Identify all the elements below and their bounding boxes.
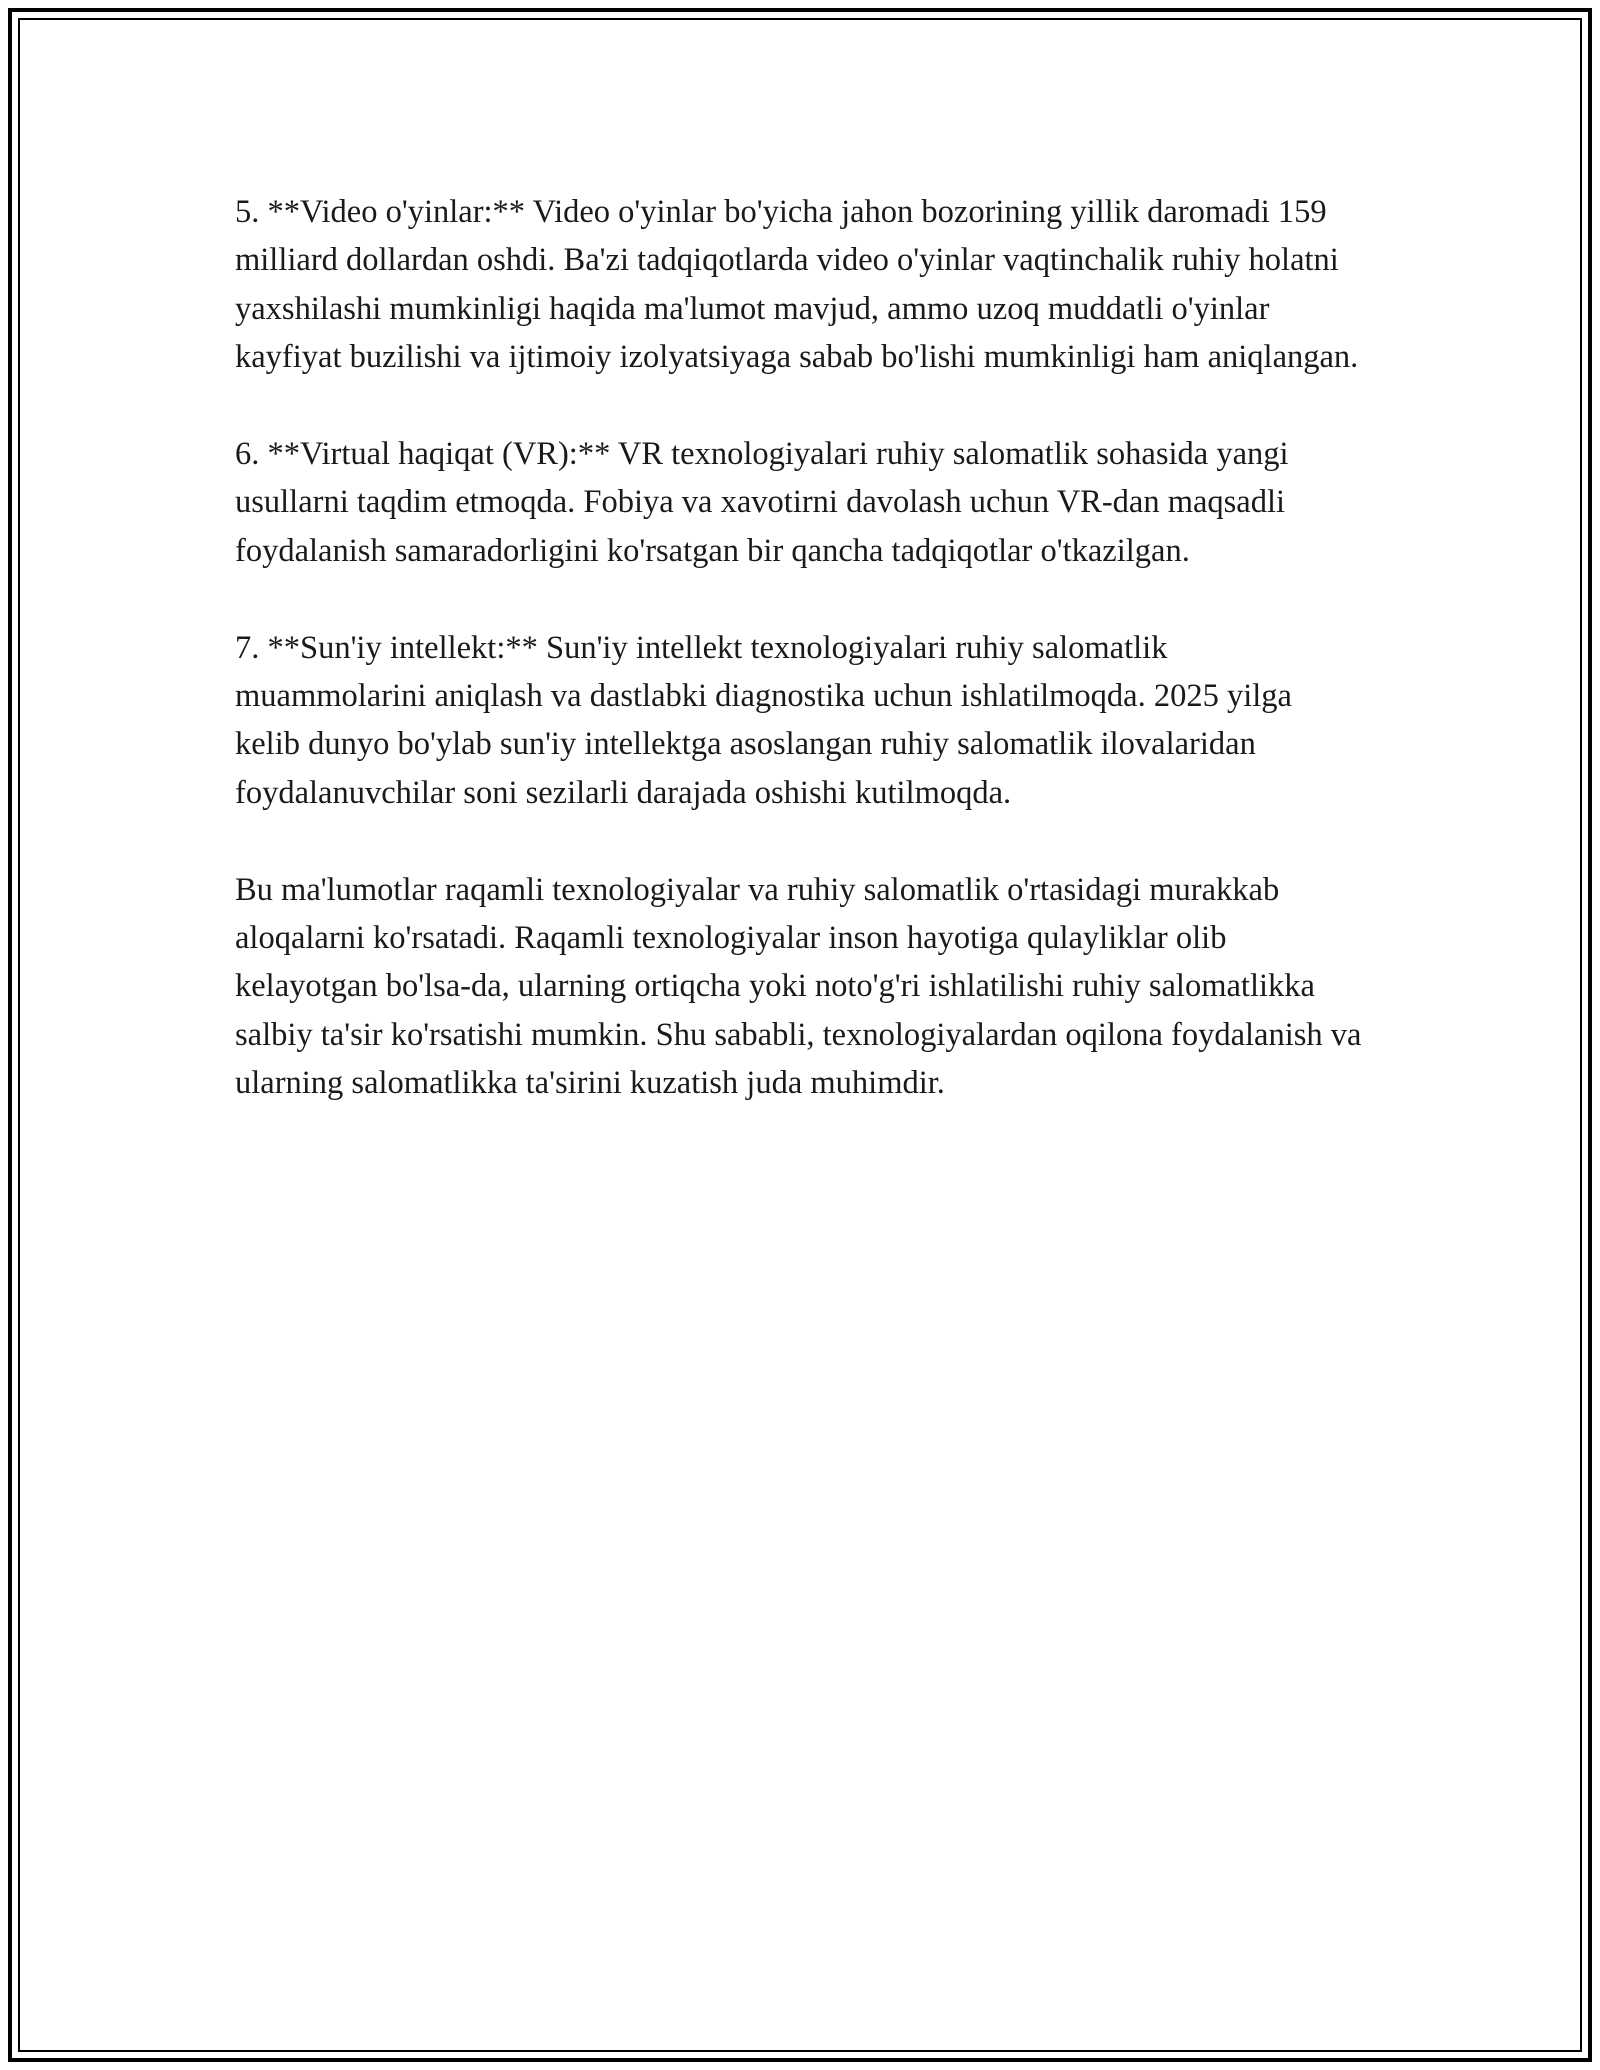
paragraph-video-games: 5. **Video o'yinlar:** Video o'yinlar bo'yicha jahon bozorining yillik daromadi 159 milliard dollardan oshdi. Ba'zi tadqiqotlarda video o'yinlar vaqtinchalik ruhiy holatni yaxshilashi mumkinligi haqida ma'lumot mavjud, ammo uzoq muddatli o'yinlar kayfiyat buzilishi va ijtimoiy izolyatsiyaga sabab bo'lishi mumkinligi ham aniqlangan.	[235, 194, 1359, 376]
paragraph-virtual-reality: 6. **Virtual haqiqat (VR):** VR texnologiyalari ruhiy salomatlik sohasida yangi usullarni taqdim etmoqda. Fobiya va xavotirni davolash uchun VR-dan maqsadli foydalanish samaradorligini ko'rsatgan bir qancha tadqiqotlar o'tkazilgan.	[235, 436, 1289, 569]
document-body	[235, 188, 1365, 1156]
paragraph-conclusion: Bu ma'lumotlar raqamli texnologiyalar va ruhiy salomatlik o'rtasidagi murakkab aloqalarni ko'rsatadi. Raqamli texnologiyalar inson hayotiga qulayliklar olib kelayotgan bo'lsa-da, ularning ortiqcha yoki noto'g'ri ishlatilishi ruhiy salomatlikka salbiy ta'sir ko'rsatishi mumkin. Shu sababli, texnologiyalardan oqilona foydalanish va ularning salomatlikka ta'sirini kuzatish juda muhimdir.	[235, 871, 1362, 1102]
paragraph-artificial-intelligence: 7. **Sun'iy intellekt:** Sun'iy intellekt texnologiyalari ruhiy salomatlik muammolarini aniqlash va dastlabki diagnostika uchun ishlatilmoqda. 2025 yilga kelib dunyo bo'ylab sun'iy intellektga asoslangan ruhiy salomatlik ilovalaridan foydalanuvchilar soni sezilarli darajada oshishi kutilmoqda.	[235, 629, 1292, 811]
